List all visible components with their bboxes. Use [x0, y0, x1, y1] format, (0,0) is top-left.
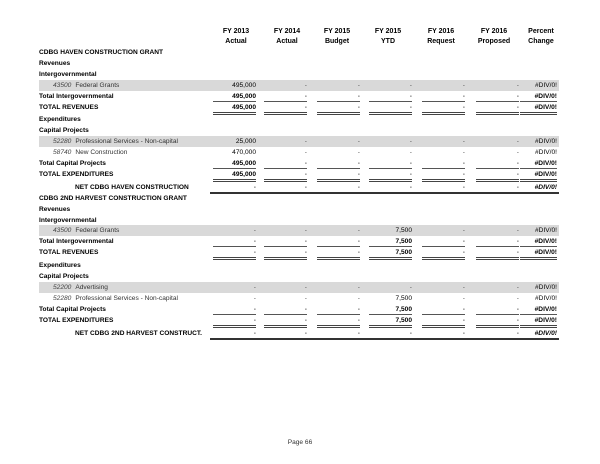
column-header-line2: YTD: [381, 38, 395, 45]
expenditures-heading: [39, 114, 559, 125]
capital-projects-heading: [39, 271, 559, 282]
total-expenditures-row-label: TOTAL EXPENDITURES: [39, 316, 114, 324]
line-item-row: [39, 80, 559, 91]
value-cell: -: [516, 149, 519, 157]
value-cell: 7,500: [395, 249, 412, 257]
value-cell: -: [253, 238, 256, 246]
value-cell: -: [304, 316, 307, 324]
value-cell: 25,000: [235, 138, 256, 146]
value-cell: -: [357, 238, 360, 246]
total-revenues-row-label: TOTAL REVENUES: [39, 103, 99, 111]
line-item-row: [39, 293, 559, 304]
value-cell: -: [304, 238, 307, 246]
account-code: 52280: [53, 294, 72, 302]
value-cell: -: [357, 160, 360, 167]
expenditures-heading: [39, 260, 559, 271]
value-cell: -: [357, 103, 360, 111]
line-item-label: [53, 136, 178, 147]
section-title: [39, 193, 559, 204]
capital-projects-heading-text: Capital Projects: [39, 127, 89, 135]
value-cell: -: [253, 305, 256, 313]
value-cell: -: [516, 283, 519, 291]
value-cell: -: [304, 81, 307, 89]
account-code: 52200: [53, 283, 72, 291]
line-item-label: [53, 225, 119, 236]
account-name: New Construction: [75, 149, 128, 157]
value-cell: 7,500: [395, 305, 412, 313]
value-cell: 495,000: [232, 92, 256, 100]
value-cell: -: [516, 183, 519, 191]
percent-change-cell: #DIV/0!: [534, 249, 557, 257]
percent-change-cell: #DIV/0!: [535, 227, 557, 235]
line-item-label: [53, 147, 127, 158]
value-cell: -: [462, 138, 465, 146]
percent-change-cell: #DIV/0!: [535, 149, 557, 157]
percent-change-cell: #DIV/0!: [534, 103, 557, 111]
percent-change-cell: #DIV/0!: [535, 81, 557, 89]
value-cell: 495,000: [232, 103, 256, 111]
value-cell: -: [462, 249, 465, 257]
value-cell: -: [409, 183, 412, 191]
value-cell: 7,500: [395, 227, 412, 235]
value-cell: -: [516, 170, 519, 178]
column-header-line1: FY 2016: [480, 28, 508, 35]
line-item-label: [53, 293, 178, 304]
total-expenditures-row-label: TOTAL EXPENDITURES: [39, 170, 114, 178]
value-cell: -: [462, 329, 465, 337]
value-cell: -: [304, 249, 307, 257]
value-cell: -: [462, 294, 465, 302]
net-rule: [210, 338, 559, 340]
value-cell: -: [516, 316, 519, 324]
value-cell: -: [357, 305, 360, 313]
value-cell: 470,000: [232, 149, 256, 157]
value-cell: -: [516, 160, 519, 167]
line-item-row: [39, 225, 559, 236]
value-cell: -: [253, 329, 256, 337]
intergovernmental-heading: [39, 69, 559, 80]
value-cell: -: [516, 227, 519, 235]
account-code: 52280: [53, 138, 72, 146]
column-header: [411, 27, 471, 47]
expenditures-heading-text: Expenditures: [39, 262, 81, 270]
line-item-label: [53, 282, 108, 293]
value-cell: -: [462, 149, 465, 157]
value-cell: -: [253, 227, 256, 235]
account-name: Professional Services - Non-capital: [75, 138, 178, 146]
value-cell: -: [409, 329, 412, 337]
column-header-line1: FY 2015: [374, 28, 402, 35]
value-cell: -: [304, 227, 307, 235]
percent-change-cell: #DIV/0!: [535, 294, 557, 302]
value-cell: -: [516, 138, 519, 146]
value-cell: -: [357, 294, 360, 302]
intergovernmental-heading-text: Intergovernmental: [39, 216, 97, 224]
value-cell: -: [253, 183, 256, 191]
column-header-line1: FY 2015: [323, 28, 351, 35]
column-header-line1: Percent: [528, 28, 554, 35]
value-cell: -: [304, 160, 307, 167]
column-header-line2: Proposed: [477, 38, 511, 45]
value-cell: -: [304, 149, 307, 157]
value-cell: -: [462, 92, 465, 100]
value-cell: -: [304, 138, 307, 146]
column-header: [511, 27, 571, 47]
column-header-line2: Budget: [324, 38, 350, 45]
value-cell: -: [253, 294, 256, 302]
value-cell: -: [357, 316, 360, 324]
section-title: [39, 47, 559, 58]
value-cell: -: [462, 183, 465, 191]
value-cell: -: [516, 92, 519, 100]
value-cell: -: [357, 92, 360, 100]
value-cell: -: [516, 249, 519, 257]
value-cell: -: [304, 294, 307, 302]
value-cell: -: [253, 283, 256, 291]
percent-change-cell: #DIV/0!: [534, 92, 557, 100]
account-code: 43500: [53, 81, 72, 89]
column-header: [358, 27, 418, 47]
value-cell: 495,000: [232, 81, 256, 89]
total-revenues-row-label: TOTAL REVENUES: [39, 249, 99, 257]
net-row-label: NET CDBG 2ND HARVEST CONSTRUCT.: [75, 329, 202, 337]
revenues-heading-text: Revenues: [39, 59, 71, 67]
account-code: 58740: [53, 149, 72, 157]
section-title-text: CDBG 2ND HARVEST CONSTRUCTION GRANT: [39, 194, 187, 202]
value-cell: 7,500: [395, 238, 412, 246]
value-cell: 7,500: [395, 294, 412, 302]
value-cell: -: [409, 160, 412, 167]
value-cell: -: [304, 305, 307, 313]
value-cell: -: [409, 92, 412, 100]
account-name: Advertising: [75, 283, 108, 291]
value-cell: -: [462, 238, 465, 246]
percent-change-cell: #DIV/0!: [534, 238, 557, 246]
value-cell: -: [357, 283, 360, 291]
account-code: 43500: [53, 227, 72, 235]
value-cell: -: [409, 149, 412, 157]
line-item-label: [53, 80, 119, 91]
percent-change-cell: #DIV/0!: [534, 329, 557, 337]
capital-projects-heading-text: Capital Projects: [39, 273, 89, 280]
value-cell: -: [462, 160, 465, 167]
value-cell: -: [357, 138, 360, 146]
total-capital-projects-row-label: Total Capital Projects: [39, 305, 106, 313]
percent-change-cell: #DIV/0!: [534, 183, 557, 191]
revenues-heading: [39, 58, 559, 69]
value-cell: 495,000: [232, 160, 256, 167]
column-header-line1: FY 2013: [222, 28, 250, 35]
column-header-line2: Actual: [276, 38, 298, 45]
value-cell: -: [253, 316, 256, 324]
column-header-line2: Change: [528, 38, 554, 45]
account-name: Professional Services - Non-capital: [75, 294, 178, 302]
percent-change-cell: #DIV/0!: [535, 138, 557, 146]
percent-change-cell: #DIV/0!: [535, 283, 557, 291]
capital-projects-heading: [39, 125, 559, 136]
value-cell: -: [516, 238, 519, 246]
value-cell: -: [357, 227, 360, 235]
value-cell: -: [462, 103, 465, 111]
revenues-heading-text: Revenues: [39, 205, 71, 213]
value-cell: -: [304, 329, 307, 337]
value-cell: -: [304, 170, 307, 178]
net-row-label: NET CDBG HAVEN CONSTRUCTION: [75, 183, 189, 191]
total-intergovernmental-row-label: Total Intergovernmental: [39, 92, 114, 100]
value-cell: -: [304, 103, 307, 111]
page-number: Page 66: [287, 439, 313, 446]
value-cell: -: [462, 81, 465, 89]
section-title-text: CDBG HAVEN CONSTRUCTION GRANT: [39, 49, 164, 56]
value-cell: -: [409, 81, 412, 89]
line-item-row: [39, 282, 559, 293]
value-cell: -: [462, 227, 465, 235]
value-cell: -: [516, 81, 519, 89]
value-cell: -: [357, 329, 360, 337]
total-intergovernmental-row-label: Total Intergovernmental: [39, 238, 114, 246]
line-item-row: [39, 147, 559, 158]
value-cell: -: [357, 81, 360, 89]
column-header-line1: FY 2014: [273, 28, 301, 35]
total-capital-projects-row-label: Total Capital Projects: [39, 160, 106, 167]
line-item-row: [39, 136, 559, 147]
percent-change-cell: #DIV/0!: [534, 316, 557, 324]
value-cell: -: [516, 294, 519, 302]
value-cell: -: [357, 149, 360, 157]
percent-change-cell: #DIV/0!: [534, 305, 557, 313]
column-header-line1: FY 2016: [427, 28, 455, 35]
column-header-line2: Request: [427, 38, 455, 45]
percent-change-cell: #DIV/0!: [534, 160, 557, 167]
value-cell: -: [409, 170, 412, 178]
value-cell: -: [462, 305, 465, 313]
value-cell: -: [357, 249, 360, 257]
account-name: Federal Grants: [75, 81, 120, 89]
revenues-heading: [39, 204, 559, 215]
intergovernmental-heading-text: Intergovernmental: [39, 70, 97, 78]
value-cell: 7,500: [395, 316, 412, 324]
value-cell: -: [516, 103, 519, 111]
percent-change-cell: #DIV/0!: [534, 170, 557, 178]
intergovernmental-heading: [39, 215, 559, 226]
value-cell: 495,000: [232, 170, 256, 178]
value-cell: -: [409, 138, 412, 146]
value-cell: -: [462, 316, 465, 324]
value-cell: -: [409, 283, 412, 291]
value-cell: -: [409, 103, 412, 111]
value-cell: -: [304, 283, 307, 291]
value-cell: -: [462, 283, 465, 291]
value-cell: -: [253, 249, 256, 257]
value-cell: -: [516, 329, 519, 337]
value-cell: -: [462, 170, 465, 178]
value-cell: -: [357, 170, 360, 178]
value-cell: -: [357, 183, 360, 191]
value-cell: -: [516, 305, 519, 313]
value-cell: -: [304, 183, 307, 191]
column-header-line2: Actual: [225, 38, 247, 45]
account-name: Federal Grants: [75, 227, 120, 235]
expenditures-heading-text: Expenditures: [39, 116, 81, 124]
value-cell: -: [304, 92, 307, 100]
